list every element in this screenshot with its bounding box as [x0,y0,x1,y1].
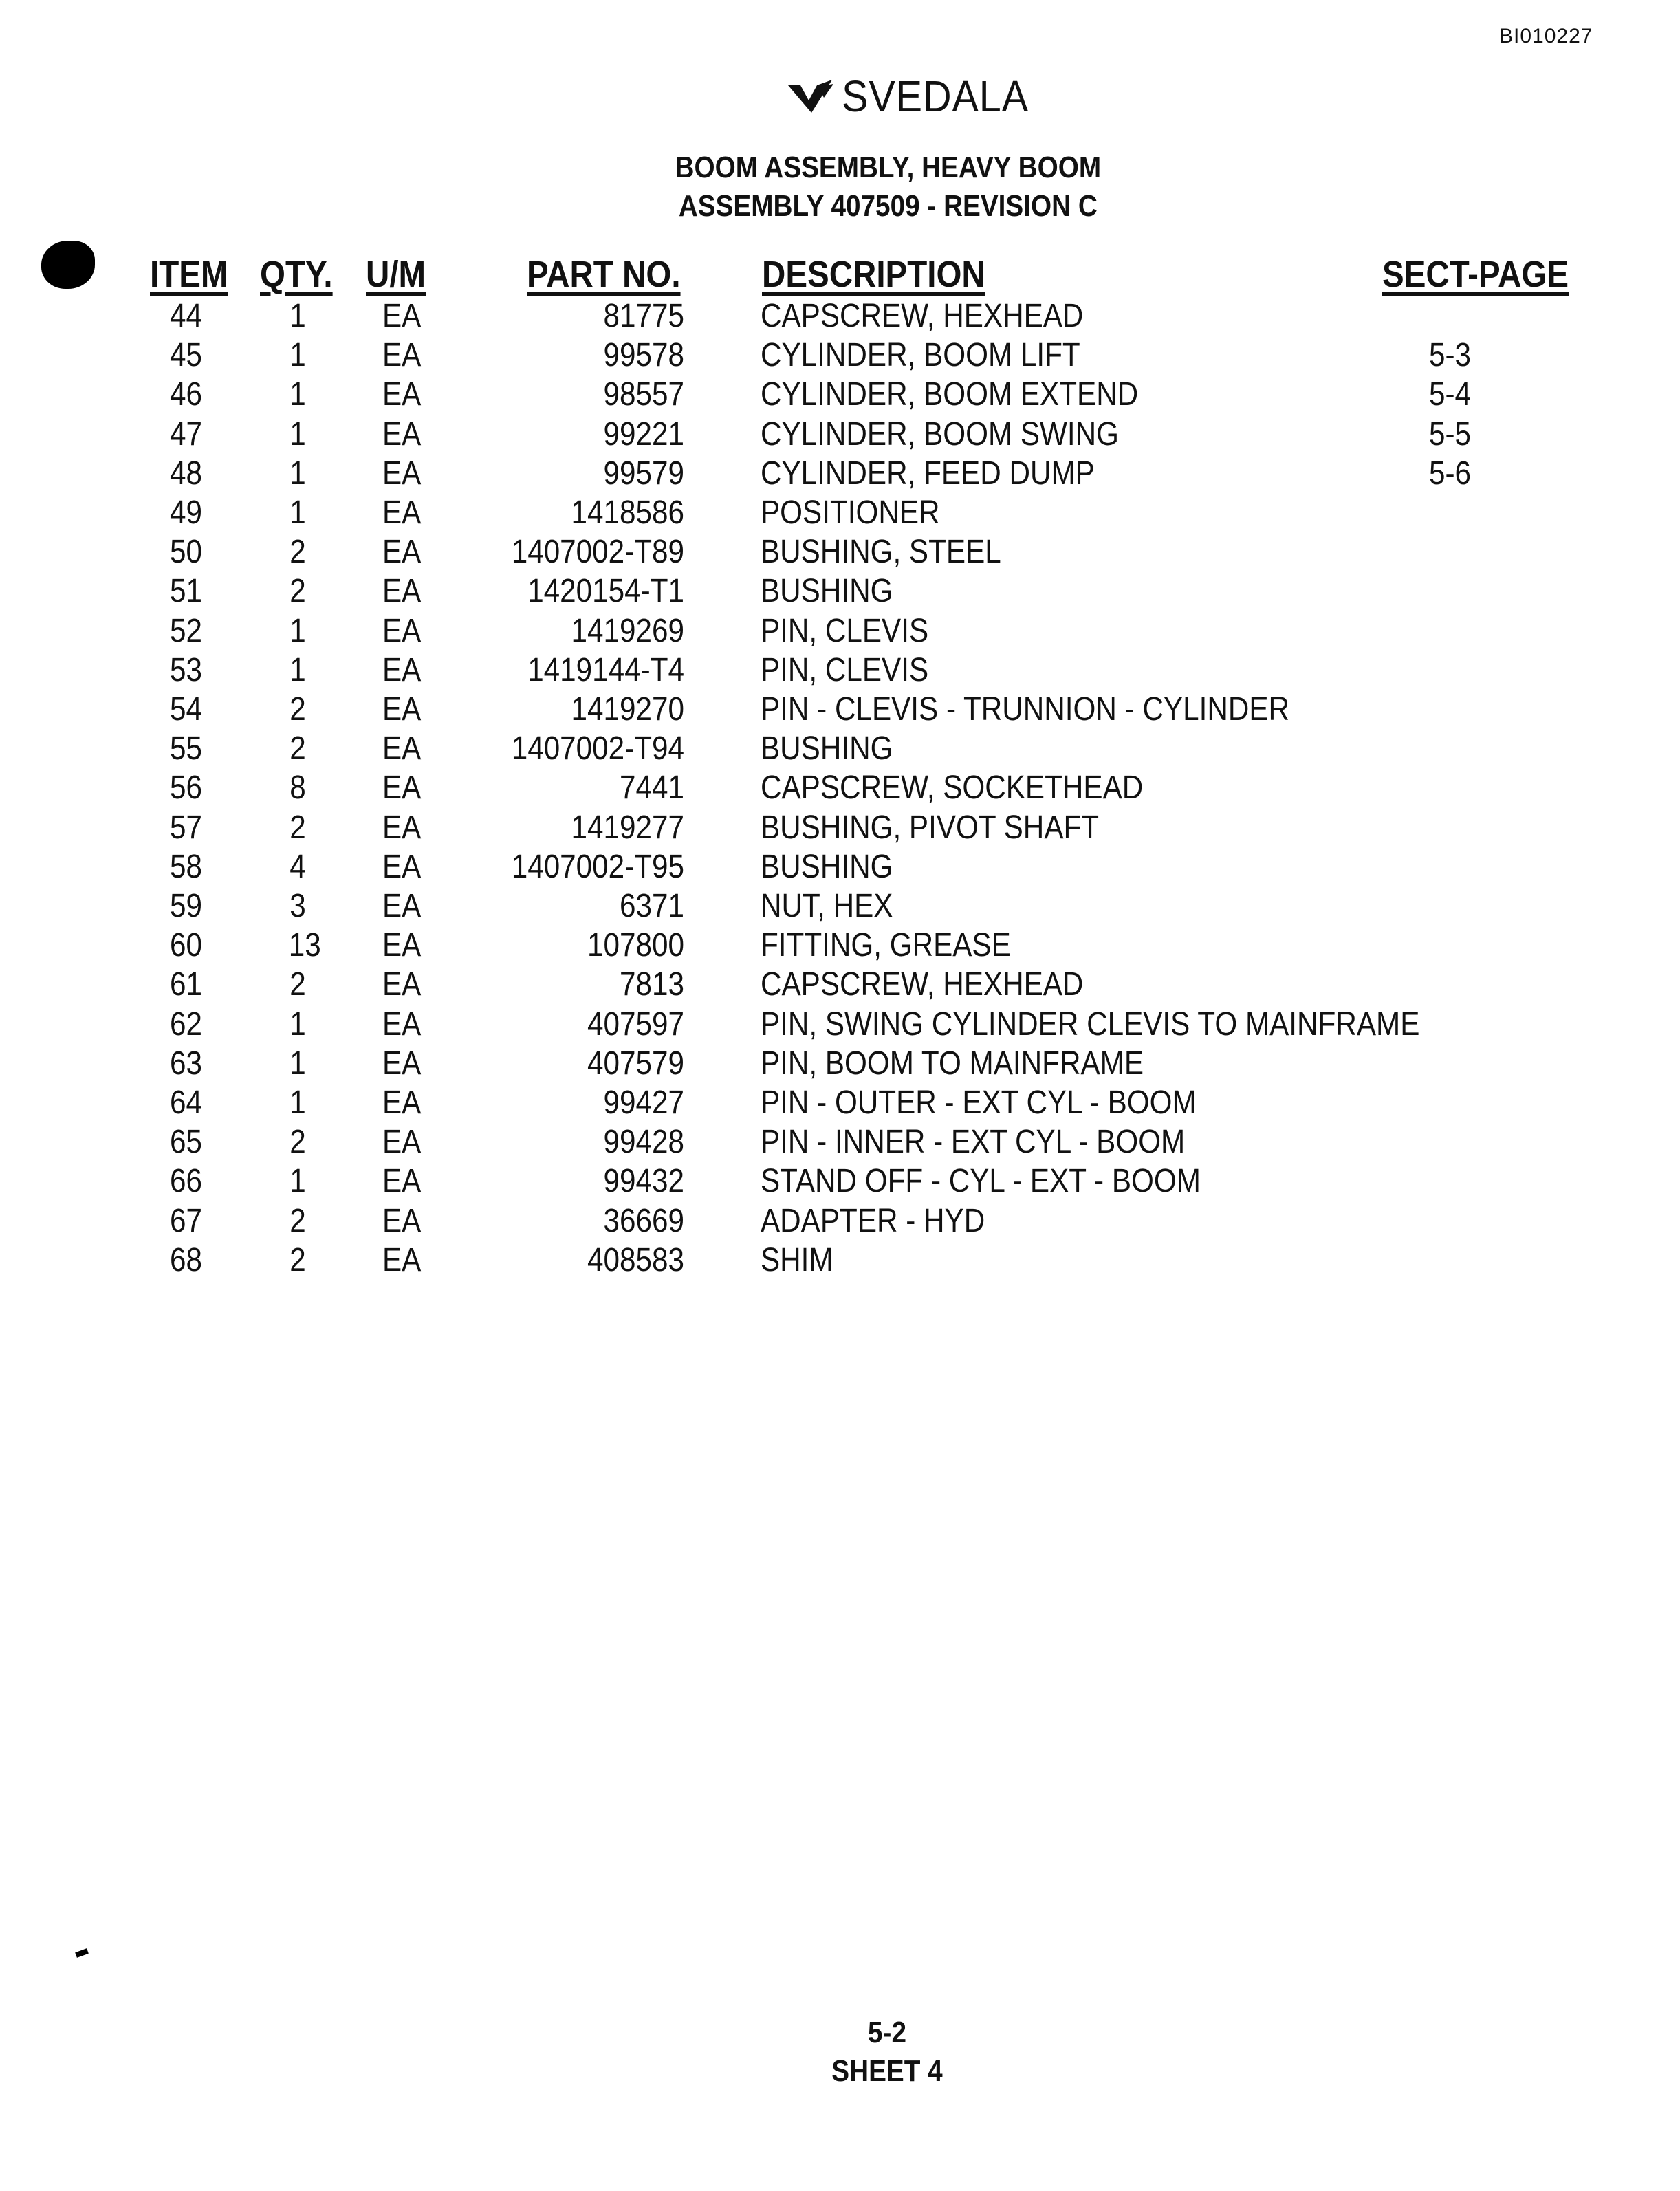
item-cell: 62 [170,1005,202,1043]
unit-cell: EA [382,1005,422,1043]
sect-page-cell: 5-3 [1429,337,1472,374]
qty-cell: 1 [290,1045,306,1082]
item-cell: 68 [170,1241,202,1278]
description-cell: PIN - OUTER - EXT CYL - BOOM [761,1084,1197,1121]
item-cell: 46 [170,376,202,413]
item-cell: 61 [170,966,202,1003]
item-cell: 44 [170,298,202,334]
unit-cell: EA [382,612,422,649]
description-cell: PIN, CLEVIS [761,651,929,688]
table-row [0,1084,1680,1123]
part-number-cell: 99432 [603,1163,684,1200]
qty-cell: 4 [290,848,306,885]
column-header-item: ITEM [150,254,228,295]
qty-cell: 3 [290,888,306,924]
unit-cell: EA [382,966,422,1003]
description-cell: CYLINDER, FEED DUMP [761,455,1095,492]
description-cell: PIN - INNER - EXT CYL - BOOM [761,1124,1186,1161]
table-row [0,297,1680,336]
qty-cell: 2 [290,573,306,610]
item-cell: 45 [170,337,202,374]
item-cell: 63 [170,1045,202,1082]
description-cell: CYLINDER, BOOM LIFT [761,337,1080,374]
table-row [0,1162,1680,1201]
qty-cell: 1 [290,494,306,531]
part-number-cell: 1418586 [571,494,684,531]
unit-cell: EA [382,770,422,807]
table-row [0,494,1680,533]
description-cell: CAPSCREW, SOCKETHEAD [761,770,1144,807]
table-row [0,1005,1680,1045]
unit-cell: EA [382,415,422,453]
part-number-cell: 107800 [587,927,684,964]
sheet-number: SHEET 4 [831,2054,943,2088]
table-row [0,769,1680,808]
unit-cell: EA [382,848,422,885]
unit-cell: EA [382,494,422,531]
qty-cell: 1 [290,651,306,688]
part-number-cell: 1407002-T89 [511,534,684,571]
item-cell: 57 [170,809,202,846]
qty-cell: 1 [290,612,306,649]
sect-page-cell: 5-4 [1429,376,1472,413]
title-line-2: ASSEMBLY 407509 - REVISION C [678,189,1098,223]
description-cell: POSITIONER [761,494,940,531]
description-cell: PIN, BOOM TO MAINFRAME [761,1045,1144,1082]
brand-logo [784,69,1049,124]
unit-cell: EA [382,927,422,964]
punch-hole-mark [41,241,95,289]
title-line-1: BOOM ASSEMBLY, HEAVY BOOM [675,151,1102,184]
item-cell: 56 [170,770,202,807]
item-cell: 52 [170,612,202,649]
description-cell: PIN, CLEVIS [761,612,929,649]
unit-cell: EA [382,888,422,924]
table-row [0,966,1680,1005]
table-row [0,533,1680,572]
part-number-cell: 407597 [587,1005,684,1043]
table-row [0,572,1680,611]
item-cell: 54 [170,691,202,728]
unit-cell: EA [382,691,422,728]
item-cell: 48 [170,455,202,492]
qty-cell: 2 [290,691,306,728]
qty-cell: 2 [290,966,306,1003]
description-cell: CYLINDER, BOOM EXTEND [761,376,1139,413]
item-cell: 64 [170,1084,202,1121]
table-row [0,1241,1680,1280]
table-row [0,651,1680,690]
part-number-cell: 1420154-T1 [527,573,684,610]
item-cell: 58 [170,848,202,885]
qty-cell: 1 [290,415,306,453]
table-row [0,1202,1680,1241]
document-id: BI010227 [1499,25,1593,47]
part-number-cell: 99221 [603,415,684,453]
description-cell: BUSHING [761,848,893,885]
table-row [0,1045,1680,1084]
sect-page-cell: 5-5 [1429,415,1472,453]
description-cell: PIN - CLEVIS - TRUNNION - CYLINDER [761,691,1290,728]
item-cell: 49 [170,494,202,531]
unit-cell: EA [382,1084,422,1121]
part-number-cell: 7441 [620,770,684,807]
qty-cell: 2 [290,809,306,846]
description-cell: ADAPTER - HYD [761,1202,985,1239]
item-cell: 55 [170,730,202,767]
description-cell: NUT, HEX [761,888,893,924]
page-title [107,149,1585,226]
part-number-cell: 7813 [620,966,684,1003]
unit-cell: EA [382,1202,422,1239]
description-cell: CYLINDER, BOOM SWING [761,415,1120,453]
unit-cell: EA [382,337,422,374]
item-cell: 59 [170,888,202,924]
qty-cell: 1 [290,1084,306,1121]
item-cell: 51 [170,573,202,610]
qty-cell: 2 [290,1124,306,1161]
item-cell: 66 [170,1163,202,1200]
description-cell: PIN, SWING CYLINDER CLEVIS TO MAINFRAME [761,1005,1420,1043]
qty-cell: 13 [288,927,321,964]
unit-cell: EA [382,534,422,571]
table-row [0,926,1680,966]
qty-cell: 1 [290,455,306,492]
table-row [0,375,1680,415]
description-cell: CAPSCREW, HEXHEAD [761,298,1084,334]
table-row [0,415,1680,455]
qty-cell: 1 [290,298,306,334]
qty-cell: 2 [290,1241,306,1278]
unit-cell: EA [382,1045,422,1082]
column-header-part-no: PART NO. [527,254,681,295]
column-header-qty: QTY. [260,254,333,295]
description-cell: BUSHING, PIVOT SHAFT [761,809,1100,846]
qty-cell: 2 [290,730,306,767]
table-row [0,336,1680,375]
unit-cell: EA [382,730,422,767]
unit-cell: EA [382,573,422,610]
item-cell: 53 [170,651,202,688]
part-number-cell: 1419270 [571,691,684,728]
item-cell: 67 [170,1202,202,1239]
page-footer [820,2014,954,2091]
description-cell: BUSHING [761,730,893,767]
part-number-cell: 6371 [620,888,684,924]
qty-cell: 2 [290,534,306,571]
qty-cell: 1 [290,1163,306,1200]
description-cell: SHIM [761,1241,833,1278]
unit-cell: EA [382,651,422,688]
table-row [0,1123,1680,1162]
table-row [0,809,1680,848]
unit-cell: EA [382,455,422,492]
description-cell: CAPSCREW, HEXHEAD [761,966,1084,1003]
qty-cell: 8 [290,770,306,807]
description-cell: BUSHING, STEEL [761,534,1001,571]
description-cell: STAND OFF - CYL - EXT - BOOM [761,1163,1201,1200]
description-cell: BUSHING [761,573,893,610]
part-number-cell: 99579 [603,455,684,492]
part-number-cell: 99578 [603,337,684,374]
part-number-cell: 99427 [603,1084,684,1121]
part-number-cell: 99428 [603,1124,684,1161]
part-number-cell: 1419144-T4 [527,651,684,688]
unit-cell: EA [382,1163,422,1200]
part-number-cell: 1407002-T94 [511,730,684,767]
part-number-cell: 408583 [587,1241,684,1278]
table-row [0,612,1680,651]
column-header-um: U/M [366,254,426,295]
unit-cell: EA [382,376,422,413]
table-row [0,848,1680,887]
part-number-cell: 36669 [603,1202,684,1239]
part-number-cell: 81775 [603,298,684,334]
unit-cell: EA [382,1241,422,1278]
table-row [0,887,1680,926]
svedala-logo-icon [784,77,838,116]
part-number-cell: 1407002-T95 [511,848,684,885]
part-number-cell: 407579 [587,1045,684,1082]
unit-cell: EA [382,1124,422,1161]
column-header-description: DESCRIPTION [762,254,985,295]
qty-cell: 2 [290,1202,306,1239]
qty-cell: 1 [290,1005,306,1043]
part-number-cell: 98557 [603,376,684,413]
qty-cell: 1 [290,376,306,413]
qty-cell: 1 [290,337,306,374]
description-cell: FITTING, GREASE [761,927,1011,964]
table-row [0,455,1680,494]
table-row [0,730,1680,769]
part-number-cell: 1419277 [571,809,684,846]
sect-page-cell: 5-6 [1429,455,1472,492]
brand-name: SVEDALA [842,72,1029,121]
item-cell: 50 [170,534,202,571]
page-number: 5-2 [868,2016,906,2049]
item-cell: 47 [170,415,202,453]
table-row [0,690,1680,730]
unit-cell: EA [382,298,422,334]
item-cell: 65 [170,1124,202,1161]
column-header-sect-page: SECT-PAGE [1382,254,1569,295]
scan-speck [75,1948,89,1958]
part-number-cell: 1419269 [571,612,684,649]
item-cell: 60 [170,927,202,964]
unit-cell: EA [382,809,422,846]
